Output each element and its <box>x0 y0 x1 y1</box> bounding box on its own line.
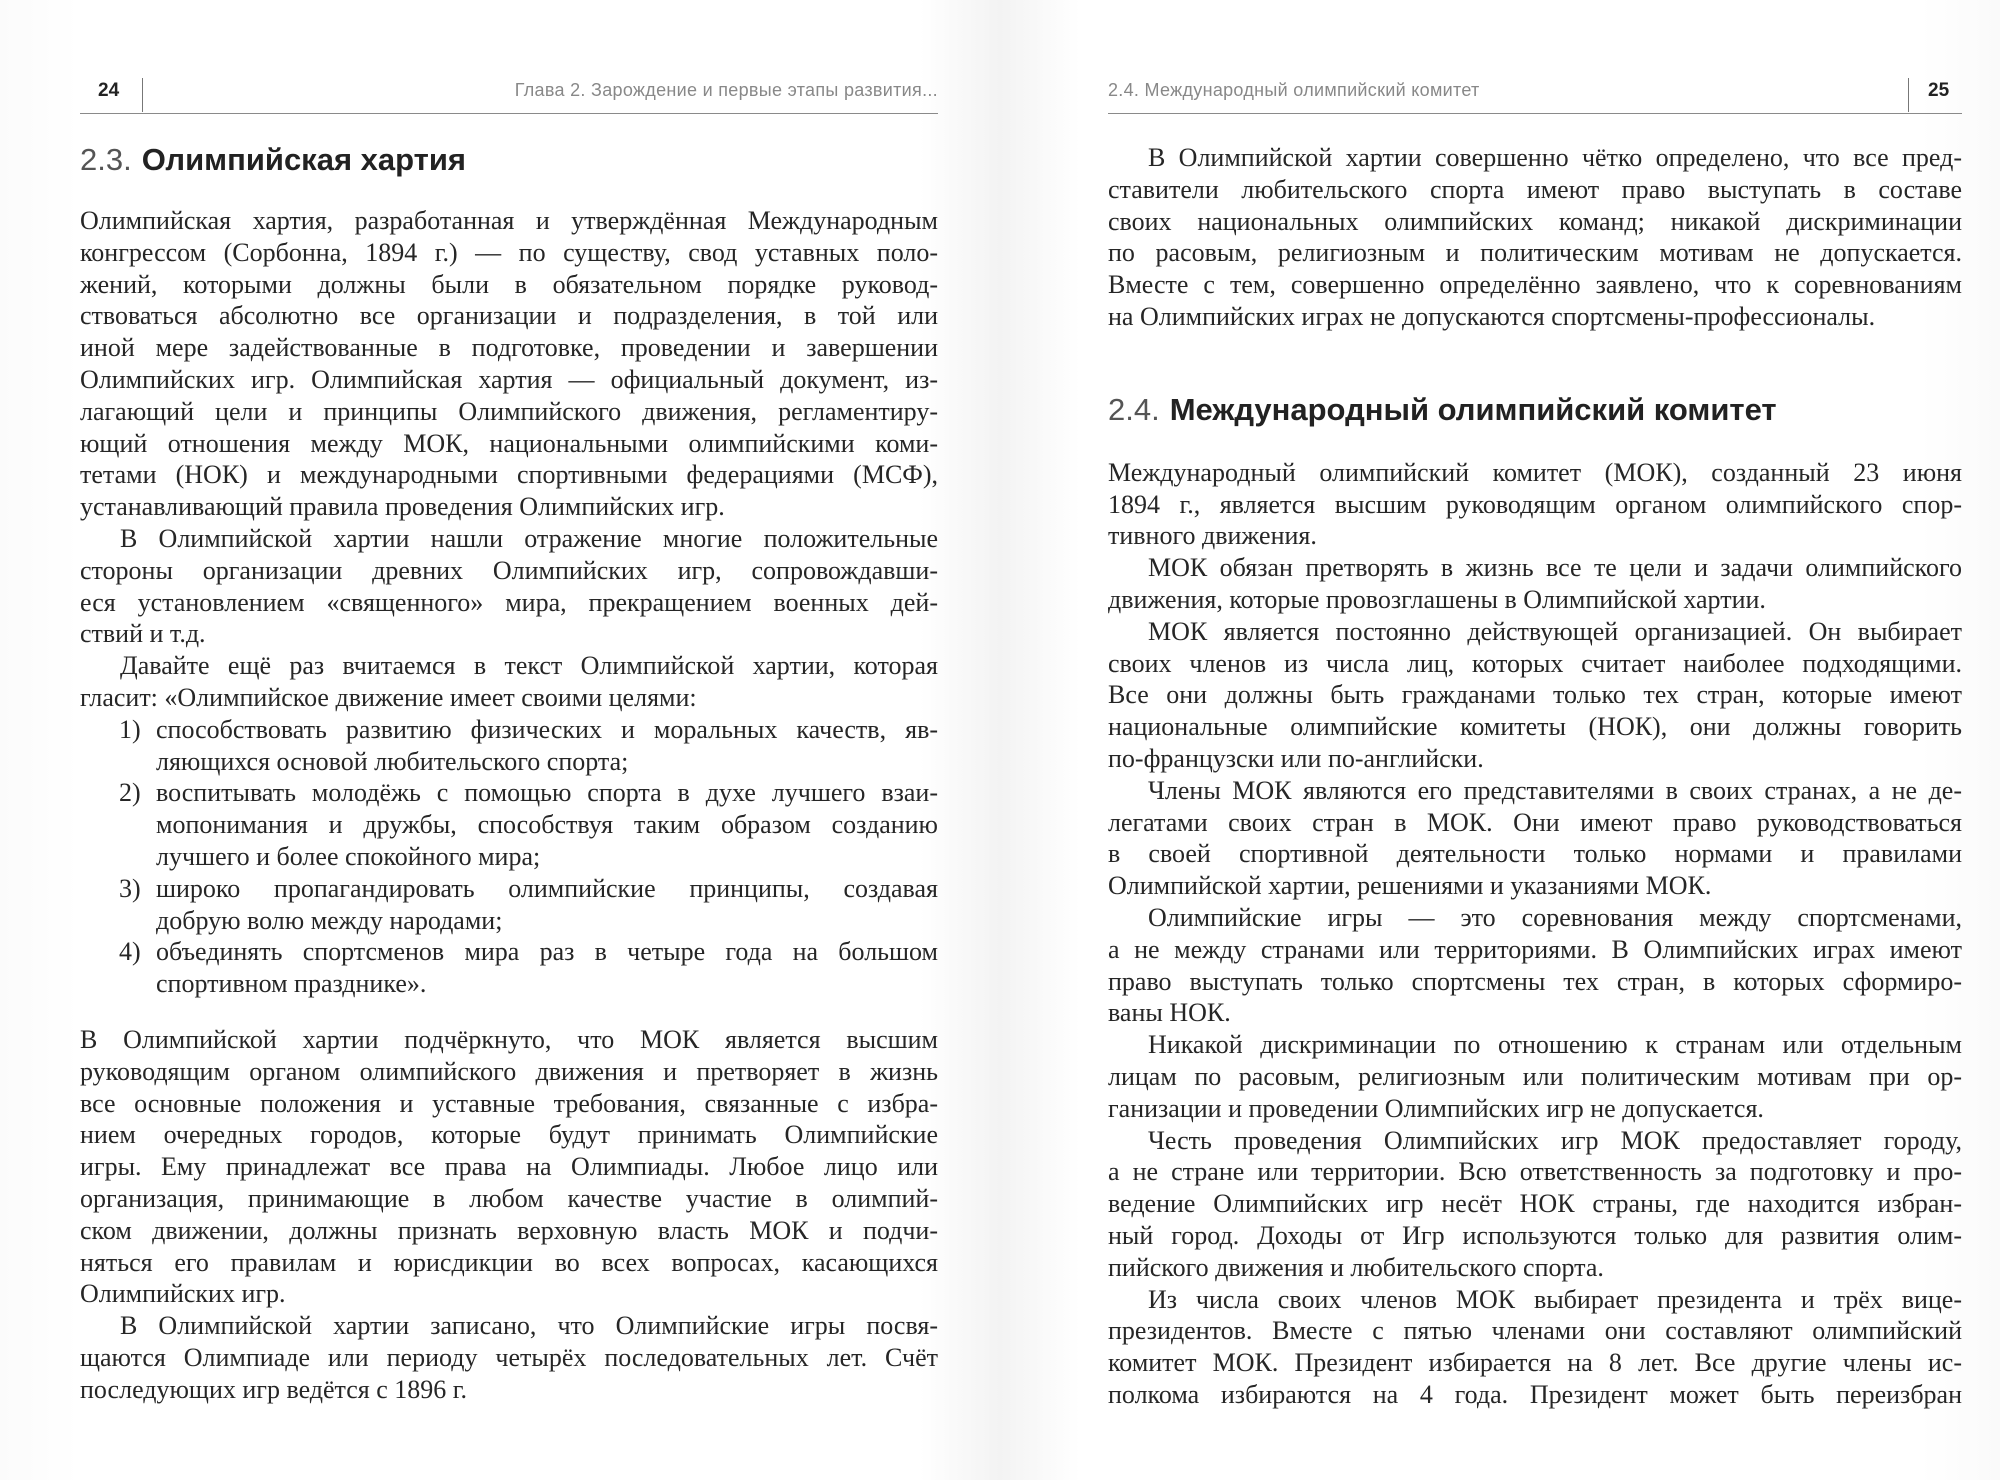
text-line: ствий и т.д. <box>80 619 206 649</box>
text-line: а не стране или территории. Всю ответственность за подготовку и про- <box>1108 1157 1962 1187</box>
section-number: 2.3. <box>80 142 132 177</box>
text-line: Вместе с тем, совершенно определённо заявлено, что к соревнованиям <box>1108 270 1962 300</box>
text-line: ющий отношения между МОК, национальными олимпийскими коми- <box>80 428 938 458</box>
text-line: спортивном празднике». <box>156 969 427 999</box>
text-line: лицам по расовым, религиозным или политическим мотивам при ор- <box>1108 1061 1962 1091</box>
section-title: Международный олимпийский комитет <box>1169 391 1777 427</box>
list-marker: 3) <box>119 873 141 903</box>
text-line: лучшего и более спокойного мира; <box>156 841 541 871</box>
text-line: Олимпийских игр. <box>80 1279 286 1309</box>
text-line: организация, принимающие в любом качестве участие в олимпий- <box>80 1183 938 1213</box>
text-line: на Олимпийских играх не допускаются спортсмены-профессионалы. <box>1108 301 1876 331</box>
text-line: игры. Ему принадлежат все права на Олимпиады. Любое лицо или <box>80 1152 938 1182</box>
text-line: мопонимания и дружбы, способствуя таким образом созданию <box>156 810 938 840</box>
text-line: ляющихся основой любительского спорта; <box>156 746 629 776</box>
header-rule <box>80 113 938 114</box>
text-line: движения, которые провозглашены в Олимпийской хартии. <box>1108 584 1766 614</box>
text-line: воспитывать молодёжь с помощью спорта в духе лучшего взаи- <box>156 778 938 808</box>
header-divider <box>1908 78 1909 112</box>
list-marker: 4) <box>119 937 141 967</box>
running-head-chapter: Глава 2. Зарождение и первые этапы развития... <box>514 80 938 100</box>
list-item <box>80 936 938 1000</box>
running-head-section: 2.4. Международный олимпийский комитет <box>1108 80 1480 100</box>
paragraph <box>1108 1125 1962 1284</box>
text-line: В Олимпийской хартии нашли отражение многие положительные <box>120 523 938 553</box>
text-line: национальные олимпийские комитеты (НОК), они должны говорить <box>1108 712 1962 742</box>
text-line: полкома избираются на 4 года. Президент может быть переизбран <box>1108 1379 1962 1409</box>
text-line: Олимпийских игр. Олимпийская хартия — официальный документ, из- <box>80 364 938 394</box>
text-line: конгрессом (Сорбонна, 1894 г.) — по существу, свод уставных поло- <box>80 237 938 267</box>
text-line: Все они должны быть гражданами только тех стран, которые имеют <box>1108 680 1962 710</box>
section-heading <box>80 140 938 180</box>
text-line: няться его правилам и юрисдикции во всех вопросах, касающихся <box>80 1247 938 1277</box>
text-line: Олимпийской хартии, решениями и указаниями МОК. <box>1108 871 1712 901</box>
paragraph <box>80 650 938 714</box>
text-line: Никакой дискриминации по отношению к странам или отдельным <box>1148 1030 1962 1060</box>
text-line: способствовать развитию физических и моральных качеств, яв- <box>156 714 938 744</box>
text-line: своих членов из числа лиц, которых считает наиболее подходящими. <box>1108 648 1962 678</box>
section-heading <box>1108 390 1962 430</box>
text-line: МОК обязан претворять в жизнь все те цели и задачи олимпийского <box>1148 553 1962 583</box>
text-line: гласит: «Олимпийское движение имеет своими целями: <box>80 682 697 712</box>
paragraph <box>1108 775 1962 902</box>
text-line: лагающий цели и принципы Олимпийского движения, регламентиру- <box>80 396 938 426</box>
text-line: нием очередных городов, которые будут принимать Олимпийские <box>80 1120 938 1150</box>
text-line: президентов. Вместе с пятью членами они составляют олимпийский <box>1108 1316 1962 1346</box>
text-line: ваны НОК. <box>1108 998 1231 1028</box>
list-item <box>80 873 938 937</box>
paragraph <box>1108 457 1962 552</box>
text-line: а не между странами или территориями. В Олимпийских играх имеют <box>1108 934 1962 964</box>
paragraph <box>1108 1029 1962 1124</box>
text-line: Из числа своих членов МОК выбирает президента и трёх вице- <box>1148 1284 1962 1314</box>
paragraph <box>80 1310 938 1405</box>
paragraph <box>80 205 938 523</box>
section-number: 2.4. <box>1108 391 1160 427</box>
list-marker: 1) <box>119 714 141 744</box>
text-line: последующих игр ведётся с 1896 г. <box>80 1374 467 1404</box>
text-line: ском движении, должны признать верховную власть МОК и подчи- <box>80 1215 938 1245</box>
text-line: жений, которыми должны были в обязательном порядке руковод- <box>80 269 938 299</box>
text-line: пийского движения и любительского спорта. <box>1108 1252 1604 1282</box>
paragraph <box>80 523 938 650</box>
text-line: В Олимпийской хартии подчёркнуто, что МОК является высшим <box>80 1024 938 1054</box>
text-line: Давайте ещё раз вчитаемся в текст Олимпийской хартии, которая <box>120 651 938 681</box>
paragraph <box>1108 1284 1962 1411</box>
list-item <box>80 777 938 872</box>
right-page-body <box>1108 142 1962 1411</box>
text-line: ставители любительского спорта имеют право выступать в составе <box>1108 174 1962 204</box>
text-line: стороны организации древних Олимпийских игр, сопровождавши- <box>80 555 938 585</box>
paragraph <box>80 1024 938 1310</box>
section-title: Олимпийская хартия <box>141 142 466 177</box>
text-line: В Олимпийской хартии совершенно чётко определено, что все пред- <box>1148 143 1962 172</box>
text-line: ствоваться абсолютно все организации и подразделения, в той или <box>80 301 938 331</box>
numbered-list <box>80 714 938 1000</box>
text-line: своих национальных олимпийских команд; никакой дискриминации <box>1108 206 1962 236</box>
text-line: комитет МОК. Президент избирается на 8 лет. Все другие члены ис- <box>1108 1348 1962 1378</box>
left-running-header <box>80 78 938 112</box>
text-line: объединять спортсменов мира раз в четыре года на большом <box>156 937 938 967</box>
text-line: право выступать только спортсмены тех стран, в которых сформиро- <box>1108 966 1962 996</box>
text-line: 1894 г., является высшим руководящим органом олимпийского спор- <box>1108 489 1962 519</box>
header-rule <box>1108 113 1962 114</box>
text-line: Честь проведения Олимпийских игр МОК предоставляет городу, <box>1148 1125 1962 1155</box>
paragraph <box>1108 902 1962 1029</box>
text-line: в своей спортивной деятельности только нормами и правилами <box>1108 839 1962 869</box>
text-line: щаются Олимпиаде или периоду четырёх последовательных лет. Счёт <box>80 1342 938 1372</box>
text-line: Международный олимпийский комитет (МОК), созданный 23 июня <box>1108 457 1962 487</box>
text-line: устанавливающий правила проведения Олимпийских игр. <box>80 492 725 522</box>
text-line: по расовым, религиозным и политическим мотивам не допускается. <box>1108 238 1962 268</box>
page-number-left: 24 <box>98 80 120 101</box>
header-divider <box>142 78 143 112</box>
text-line: добрую волю между народами; <box>156 905 503 935</box>
list-item <box>80 714 938 778</box>
text-line: еся установлением «священного» мира, прекращением военных дей- <box>80 587 938 617</box>
list-marker: 2) <box>119 778 141 808</box>
text-line: иной мере задействованные в подготовке, проведении и завершении <box>80 333 938 363</box>
text-line: Олимпийские игры — это соревнования между спортсменами, <box>1148 902 1962 932</box>
text-line: руководящим органом олимпийского движения и претворяет в жизнь <box>80 1056 938 1086</box>
text-line: по-французски или по-английски. <box>1108 743 1484 773</box>
text-line: МОК является постоянно действующей организацией. Он выбирает <box>1148 616 1962 646</box>
text-line: тивного движения. <box>1108 521 1317 551</box>
page-number-right: 25 <box>1928 80 1950 101</box>
text-line: В Олимпийской хартии записано, что Олимпийские игры посвя- <box>120 1311 938 1341</box>
text-line: Члены МОК являются его представителями в своих странах, а не де- <box>1148 775 1962 805</box>
text-line: тетами (НОК) и международными спортивными федерациями (МСФ), <box>80 460 938 490</box>
text-line: все основные положения и уставные требования, связанные с избра- <box>80 1088 938 1118</box>
text-line: ведение Олимпийских игр несёт НОК страны, где находится избран- <box>1108 1189 1962 1219</box>
paragraph <box>1108 552 1962 616</box>
left-page-body <box>80 140 938 1405</box>
paragraph <box>1108 142 1962 333</box>
right-running-header <box>1108 78 1962 112</box>
paragraph <box>1108 616 1962 775</box>
text-line: легатами своих стран в МОК. Они имеют право руководствоваться <box>1108 807 1962 837</box>
text-line: ный город. Доходы от Игр используются только для развития олим- <box>1108 1220 1962 1250</box>
text-line: Олимпийская хартия, разработанная и утверждённая Международным <box>80 206 938 235</box>
text-line: ганизации и проведении Олимпийских игр не допускается. <box>1108 1093 1764 1123</box>
text-line: широко пропагандировать олимпийские принципы, создавая <box>156 873 938 903</box>
